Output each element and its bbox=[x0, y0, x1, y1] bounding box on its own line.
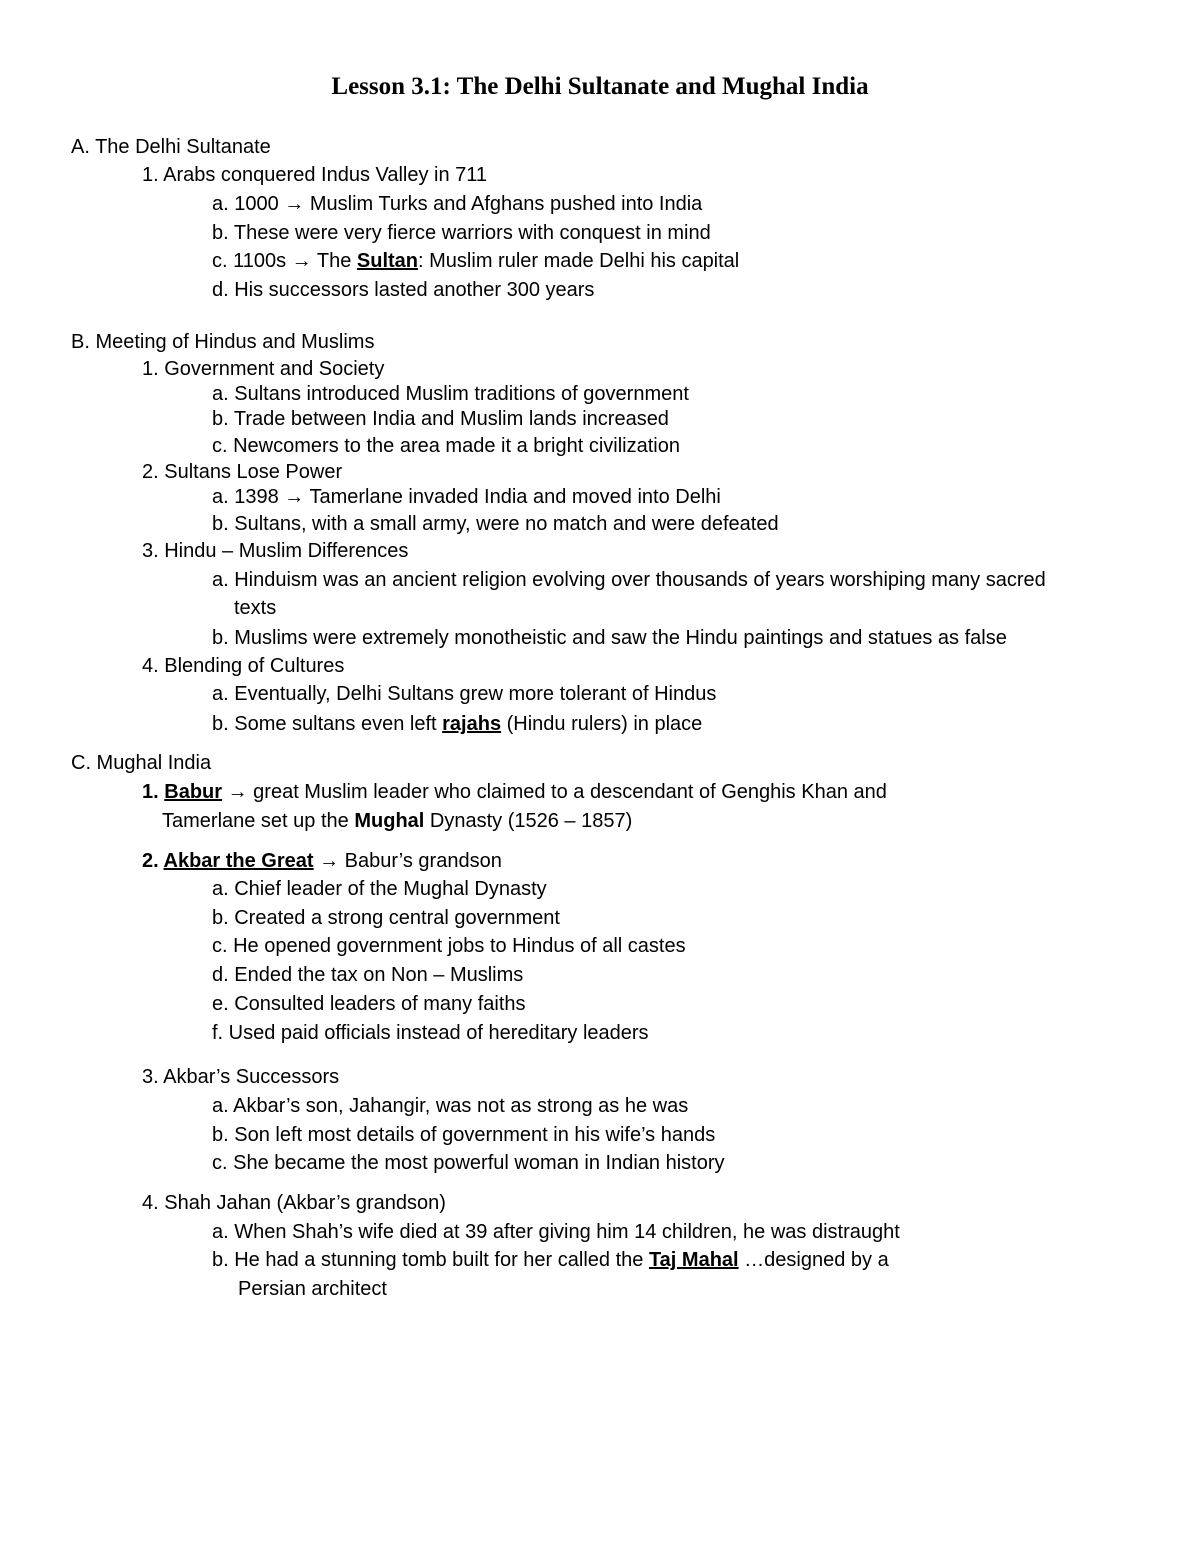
section-b-point-4a: a. Eventually, Delhi Sultans grew more tolerant of Hindus bbox=[212, 683, 717, 705]
section-a-point-1b: b. These were very fierce warriors with conquest in mind bbox=[212, 222, 711, 244]
section-b-point-3b: b. Muslims were extremely monotheistic and saw the Hindu paintings and statues as false bbox=[212, 627, 1007, 649]
section-c-heading: C. Mughal India bbox=[71, 752, 212, 774]
section-c-point-4: 4. Shah Jahan (Akbar’s grandson) bbox=[142, 1192, 446, 1214]
list-number: 2. bbox=[142, 850, 164, 872]
section-c-point-2f: f. Used paid officials instead of hereditary leaders bbox=[212, 1022, 649, 1044]
term-babur: Babur bbox=[164, 781, 223, 803]
section-a-point-1d: d. His successors lasted another 300 years bbox=[212, 279, 595, 301]
text-segment: Dynasty (1526 – 1857) bbox=[424, 810, 633, 832]
section-c-point-2d: d. Ended the tax on Non – Muslims bbox=[212, 964, 524, 986]
section-b-point-3a-cont: texts bbox=[234, 597, 277, 619]
text-segment: (Hindu rulers) in place bbox=[501, 713, 703, 735]
section-c-point-1-cont bbox=[162, 808, 632, 834]
section-c-point-3a: a. Akbar’s son, Jahangir, was not as strong as he was bbox=[212, 1095, 689, 1117]
section-c-point-3c: c. She became the most powerful woman in Indian history bbox=[212, 1152, 725, 1174]
list-number: 1. bbox=[142, 781, 165, 803]
section-b-point-4: 4. Blending of Cultures bbox=[142, 655, 345, 677]
text-segment: Tamerlane set up the bbox=[162, 810, 355, 832]
section-b-point-4b bbox=[212, 711, 702, 737]
text-segment: c. 1100s → The bbox=[212, 250, 357, 272]
section-b-point-1a: a. Sultans introduced Muslim traditions of government bbox=[212, 383, 689, 405]
text-segment: b. He had a stunning tomb built for her called the bbox=[212, 1249, 649, 1271]
section-b-point-3: 3. Hindu – Muslim Differences bbox=[142, 540, 409, 562]
section-c-point-1 bbox=[142, 779, 887, 805]
section-b-point-1c: c. Newcomers to the area made it a bright civilization bbox=[212, 435, 680, 457]
section-b-point-2b: b. Sultans, with a small army, were no match and were defeated bbox=[212, 513, 779, 535]
term-mughal: Mughal bbox=[354, 810, 425, 832]
text-segment: → Babur’s grandson bbox=[313, 850, 502, 872]
section-c-point-2a: a. Chief leader of the Mughal Dynasty bbox=[212, 878, 547, 900]
text-segment: : Muslim ruler made Delhi his capital bbox=[418, 250, 740, 272]
section-c-point-4b bbox=[212, 1247, 889, 1273]
text-segment: b. Some sultans even left bbox=[212, 713, 443, 735]
section-c-point-2c: c. He opened government jobs to Hindus of all castes bbox=[212, 935, 686, 957]
section-c-point-2 bbox=[142, 848, 502, 874]
page-title: Lesson 3.1: The Delhi Sultanate and Mughal India bbox=[331, 73, 869, 100]
term-taj-mahal: Taj Mahal bbox=[648, 1249, 739, 1271]
term-rajahs: rajahs bbox=[442, 713, 502, 735]
section-c-point-2b: b. Created a strong central government bbox=[212, 907, 560, 929]
text-segment: …designed by a bbox=[738, 1249, 889, 1271]
section-a-heading: A. The Delhi Sultanate bbox=[71, 136, 271, 158]
section-a-point-1a: a. 1000 → Muslim Turks and Afghans pushed into India bbox=[212, 193, 703, 215]
section-b-point-2: 2. Sultans Lose Power bbox=[142, 461, 343, 483]
text-segment: → great Muslim leader who claimed to a descendant of Genghis Khan and bbox=[222, 781, 887, 803]
section-b-point-1: 1. Government and Society bbox=[142, 358, 385, 380]
section-c-point-3: 3. Akbar’s Successors bbox=[142, 1066, 340, 1088]
section-b-point-2a: a. 1398 → Tamerlane invaded India and moved into Delhi bbox=[212, 486, 721, 508]
term-sultan: Sultan bbox=[356, 250, 419, 272]
section-b-heading: B. Meeting of Hindus and Muslims bbox=[71, 331, 375, 353]
term-akbar-the-great: Akbar the Great bbox=[163, 850, 314, 872]
section-c-point-4a: a. When Shah’s wife died at 39 after giving him 14 children, he was distraught bbox=[212, 1221, 900, 1243]
section-b-point-1b: b. Trade between India and Muslim lands increased bbox=[212, 408, 669, 430]
section-b-point-3a: a. Hinduism was an ancient religion evolving over thousands of years worshiping many sacred bbox=[212, 569, 1046, 591]
section-c-point-3b: b. Son left most details of government in his wife’s hands bbox=[212, 1124, 716, 1146]
section-a-point-1: 1. Arabs conquered Indus Valley in 711 bbox=[142, 164, 488, 186]
section-c-point-4b-cont: Persian architect bbox=[238, 1278, 387, 1300]
section-a-point-1c bbox=[212, 248, 739, 274]
section-c-point-2e: e. Consulted leaders of many faiths bbox=[212, 993, 526, 1015]
